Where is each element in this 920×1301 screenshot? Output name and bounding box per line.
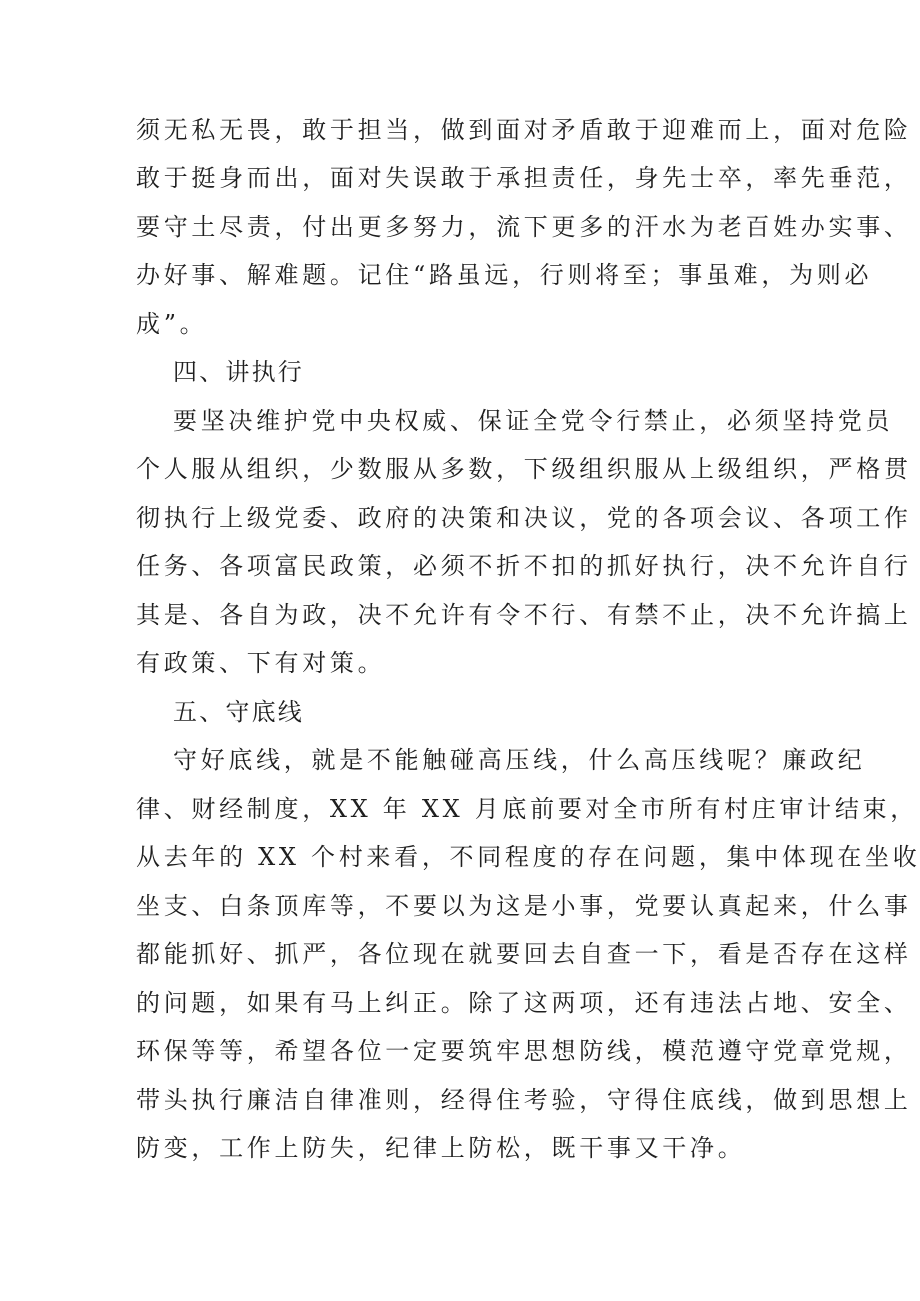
paragraph-5-line-7: 环保等等，希望各位一定要筑牢思想防线，模范遵守党章党规，	[136, 1037, 912, 1065]
paragraph-5-line-5: 都能抓好、抓严，各位现在就要回去自查一下，看是否存在这样	[136, 940, 912, 968]
paragraph-4-line-4: 任务、各项富民政策，必须不折不扣的抓好执行，决不允许自行	[136, 552, 912, 580]
paragraph-3-line-1: 须无私无畏，敢于担当，做到面对矛盾敢于迎难而上，面对危险	[136, 116, 912, 144]
paragraph-4-line-6: 有政策、下有对策。	[136, 649, 386, 677]
paragraph-4-line-1: 要坚决维护党中央权威、保证全党令行禁止，必须坚持党员	[173, 407, 894, 435]
paragraph-3-line-4: 办好事、解难题。记住“路虽远，行则将至；事虽难，为则必	[136, 261, 873, 289]
paragraph-5-line-2: 律、财经制度，XX 年 XX 月底前要对全市所有村庄审计结束，	[136, 795, 918, 823]
section-heading-5: 五、守底线	[173, 698, 304, 726]
paragraph-5-line-6: 的问题，如果有马上纠正。除了这两项，还有违法占地、安全、	[136, 989, 912, 1017]
paragraph-4-line-2: 个人服从组织，少数服从多数，下级组织服从上级组织，严格贯	[136, 455, 912, 483]
paragraph-5-line-9: 防变，工作上防失，纪律上防松，既干事又干净。	[136, 1134, 746, 1162]
paragraph-3-line-2: 敢于挺身而出，面对失误敢于承担责任，身先士卒，率先垂范，	[136, 164, 912, 192]
paragraph-3-line-5: 成”。	[136, 310, 208, 338]
paragraph-5-line-3: 从去年的 XX 个村来看，不同程度的存在问题，集中体现在坐收	[136, 843, 920, 871]
paragraph-3-line-3: 要守土尽责，付出更多努力，流下更多的汗水为老百姓办实事、	[136, 213, 912, 241]
paragraph-4-line-3: 彻执行上级党委、政府的决策和决议，党的各项会议、各项工作	[136, 504, 912, 532]
section-heading-4: 四、讲执行	[173, 358, 304, 386]
paragraph-4-line-5: 其是、各自为政，决不允许有令不行、有禁不止，决不允许搞上	[136, 601, 912, 629]
paragraph-5-line-1: 守好底线，就是不能触碰高压线，什么高压线呢？廉政纪	[173, 746, 866, 774]
paragraph-5-line-4: 坐支、白条顶库等，不要以为这是小事，党要认真起来，什么事	[136, 892, 912, 920]
paragraph-5-line-8: 带头执行廉洁自律准则，经得住考验，守得住底线，做到思想上	[136, 1086, 912, 1114]
